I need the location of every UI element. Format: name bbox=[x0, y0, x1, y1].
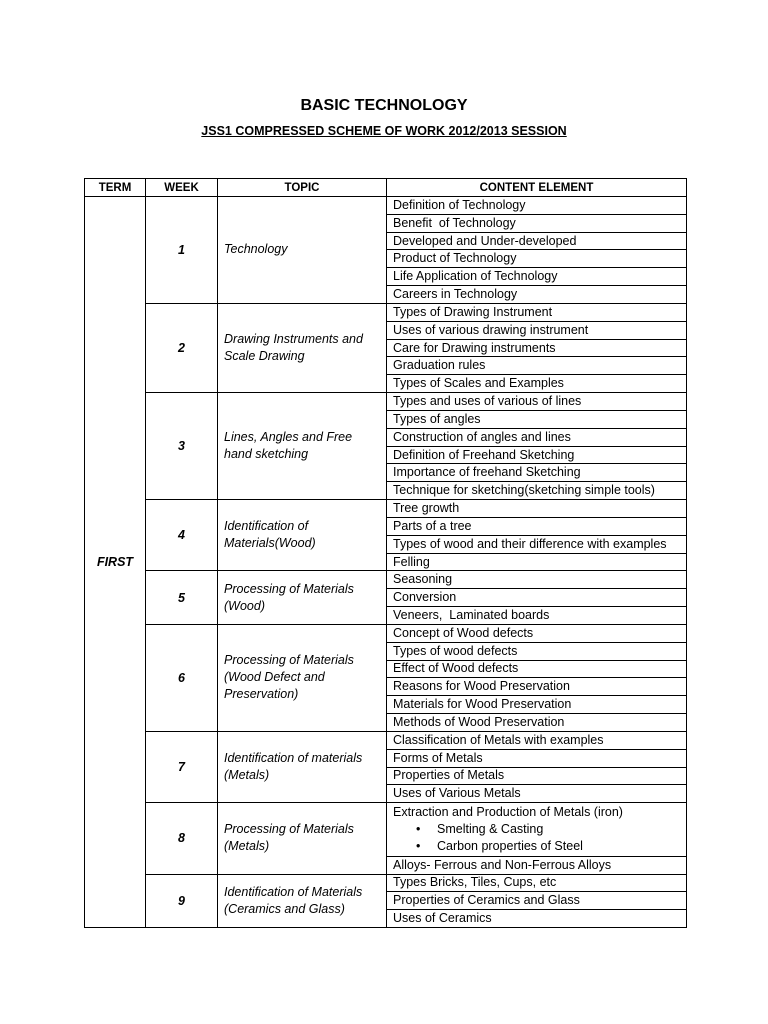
content-cell: Product of Technology bbox=[387, 250, 686, 267]
content-cell: Types of Scales and Examples bbox=[387, 375, 686, 392]
topic-cell bbox=[218, 875, 386, 927]
content-cell: Materials for Wood Preservation bbox=[387, 696, 686, 713]
topic-line: Identification of Materials bbox=[224, 884, 363, 899]
content-cell: Uses of Various Metals bbox=[387, 785, 686, 802]
content-cell: Construction of angles and lines bbox=[387, 429, 686, 446]
topic-cell bbox=[218, 197, 386, 303]
page-title: BASIC TECHNOLOGY bbox=[300, 97, 468, 114]
week-cell: 9 bbox=[146, 875, 217, 927]
content-cell: Developed and Under-developed bbox=[387, 233, 686, 250]
topic-line: (Wood Defect and bbox=[224, 670, 325, 685]
content-cell: Definition of Freehand Sketching bbox=[387, 447, 686, 464]
content-cell: Veneers, Laminated boards bbox=[387, 607, 686, 624]
topic-line: Materials(Wood) bbox=[224, 536, 316, 551]
topic-cell bbox=[218, 571, 386, 623]
content-cell: Types and uses of various of lines bbox=[387, 393, 686, 410]
content-cell: Seasoning bbox=[387, 571, 686, 588]
content-text: Extraction and Production of Metals (iron) bbox=[393, 804, 623, 819]
week-cell: 4 bbox=[146, 500, 217, 570]
topic-cell bbox=[218, 304, 386, 392]
content-cell bbox=[387, 803, 686, 855]
topic-cell bbox=[218, 803, 386, 873]
week-cell: 7 bbox=[146, 732, 217, 802]
topic-line: (Metals) bbox=[224, 768, 270, 783]
content-cell: Alloys- Ferrous and Non-Ferrous Alloys bbox=[387, 857, 686, 874]
week-cell: 6 bbox=[146, 625, 217, 731]
week-cell: 5 bbox=[146, 571, 217, 623]
bullet-item: • Smelting & Casting bbox=[393, 821, 543, 838]
topic-line: Identification of materials bbox=[224, 751, 363, 766]
topic-cell bbox=[218, 625, 386, 731]
content-cell: Properties of Ceramics and Glass bbox=[387, 892, 686, 909]
header-term: TERM bbox=[85, 179, 145, 196]
topic-line: Drawing Instruments and bbox=[224, 332, 363, 347]
topic-line: (Ceramics and Glass) bbox=[224, 901, 345, 916]
content-cell: Types of wood defects bbox=[387, 643, 686, 660]
content-cell: Conversion bbox=[387, 589, 686, 606]
content-cell: Technique for sketching(sketching simple tools) bbox=[387, 482, 686, 499]
header-content-element: CONTENT ELEMENT bbox=[387, 179, 686, 196]
content-cell: Properties of Metals bbox=[387, 768, 686, 785]
content-cell: Careers in Technology bbox=[387, 286, 686, 303]
week-cell: 3 bbox=[146, 393, 217, 499]
content-cell: Life Application of Technology bbox=[387, 268, 686, 285]
topic-line: Lines, Angles and Free bbox=[224, 430, 353, 445]
topic-line: Processing of Materials bbox=[224, 653, 354, 668]
content-cell: Care for Drawing instruments bbox=[387, 340, 686, 357]
content-cell: Tree growth bbox=[387, 500, 686, 517]
topic-line: Processing of Materials bbox=[224, 581, 354, 596]
week-cell: 8 bbox=[146, 803, 217, 873]
content-cell: Importance of freehand Sketching bbox=[387, 464, 686, 481]
content-cell: Parts of a tree bbox=[387, 518, 686, 535]
week-cell: 2 bbox=[146, 304, 217, 392]
content-cell: Types of Drawing Instrument bbox=[387, 304, 686, 321]
topic-line: Preservation) bbox=[224, 687, 299, 702]
content-cell: Uses of Ceramics bbox=[387, 910, 686, 927]
content-cell: Felling bbox=[387, 554, 686, 571]
topic-line: Identification of bbox=[224, 519, 309, 534]
content-cell: Graduation rules bbox=[387, 357, 686, 374]
content-cell: Classification of Metals with examples bbox=[387, 732, 686, 749]
topic-line: Technology bbox=[224, 242, 288, 257]
topic-line: hand sketching bbox=[224, 447, 309, 462]
header-topic: TOPIC bbox=[218, 179, 386, 196]
content-cell: Uses of various drawing instrument bbox=[387, 322, 686, 339]
topic-line: Scale Drawing bbox=[224, 349, 305, 364]
bullet-item: • Carbon properties of Steel bbox=[393, 838, 583, 855]
topic-cell bbox=[218, 500, 386, 570]
scheme-of-work-table bbox=[84, 178, 687, 928]
topic-line: Processing of Materials bbox=[224, 822, 354, 837]
content-cell: Concept of Wood defects bbox=[387, 625, 686, 642]
content-cell: Methods of Wood Preservation bbox=[387, 714, 686, 731]
topic-line: (Wood) bbox=[224, 598, 265, 613]
topic-cell bbox=[218, 393, 386, 499]
content-cell: Types Bricks, Tiles, Cups, etc bbox=[387, 875, 686, 892]
content-cell: Definition of Technology bbox=[387, 197, 686, 214]
week-cell: 1 bbox=[146, 197, 217, 303]
content-cell: Effect of Wood defects bbox=[387, 661, 686, 678]
content-cell: Types of angles bbox=[387, 411, 686, 428]
term-cell: FIRST bbox=[85, 197, 145, 927]
topic-cell bbox=[218, 732, 386, 802]
content-cell: Benefit of Technology bbox=[387, 215, 686, 232]
content-cell: Reasons for Wood Preservation bbox=[387, 678, 686, 695]
header-week: WEEK bbox=[146, 179, 217, 196]
content-cell: Types of wood and their difference with examples bbox=[387, 536, 686, 553]
content-cell: Forms of Metals bbox=[387, 750, 686, 767]
page-subtitle: JSS1 COMPRESSED SCHEME OF WORK 2012/2013 SESSION bbox=[201, 124, 567, 138]
topic-line: (Metals) bbox=[224, 839, 270, 854]
